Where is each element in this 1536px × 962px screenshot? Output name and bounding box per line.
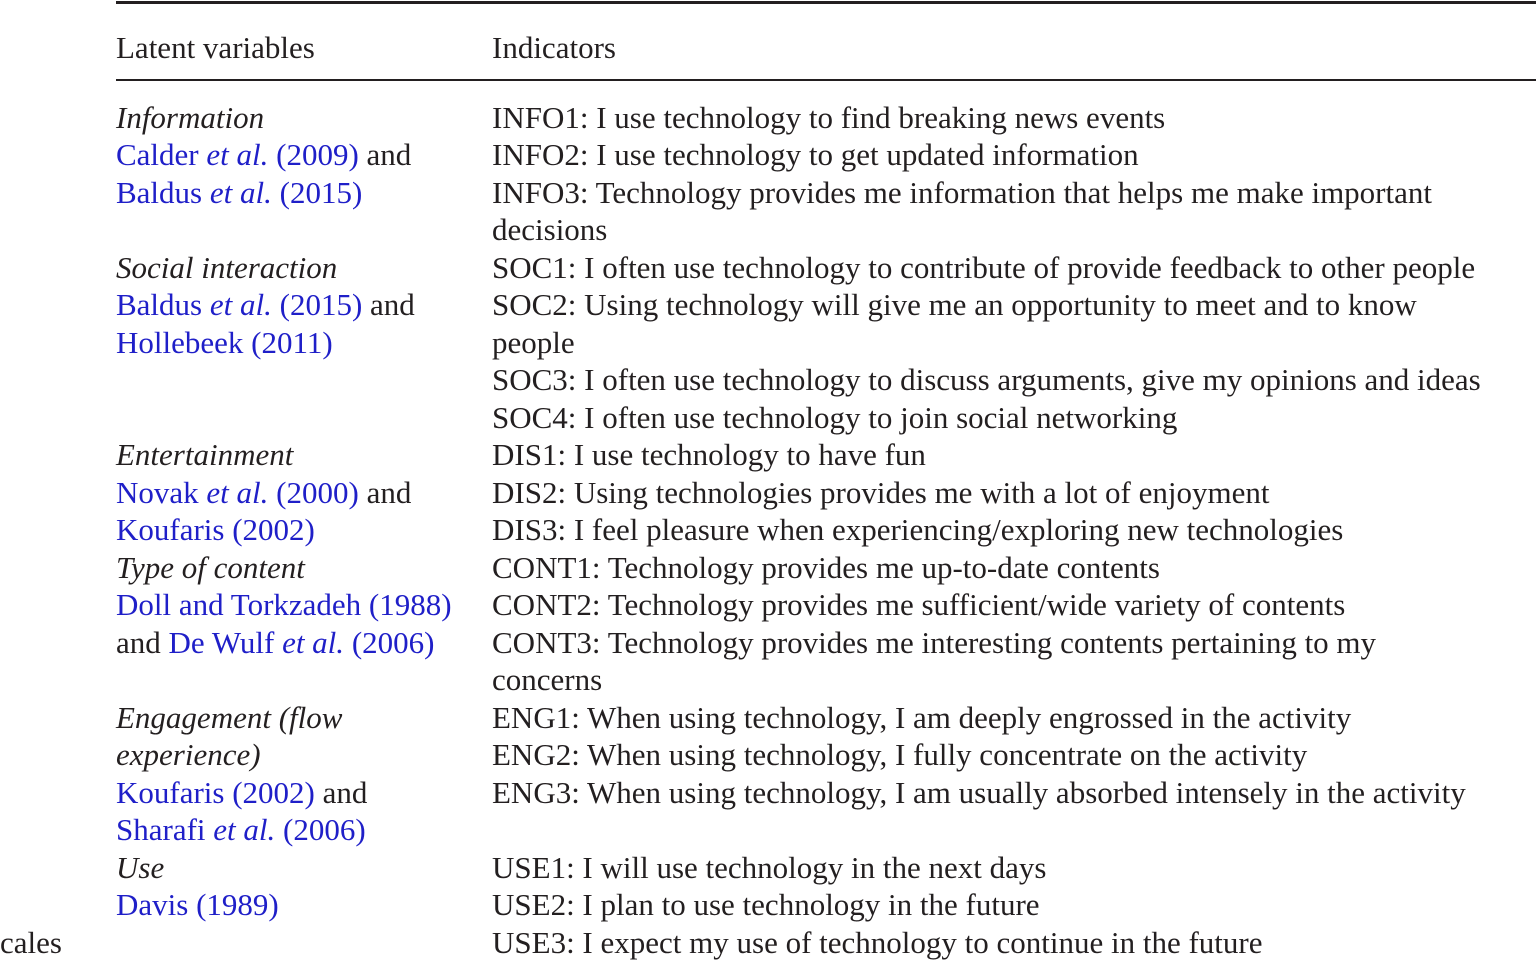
indicator-info3-cont: decisions [492,212,608,247]
indicator-soc1: SOC1: I often use technology to contribute of provide feedback to other people [492,250,1476,285]
indicator-soc2: SOC2: Using technology will give me an opportunity to meet and to know [492,287,1417,322]
citation-link[interactable]: Novak et al. (2000) [116,475,359,510]
citation-link[interactable]: Doll and Torkzadeh (1988) [116,587,452,622]
latent-information: Information [116,100,265,135]
latent-engagement-cont: experience) [116,737,261,772]
header-indicators: Indicators [492,30,616,65]
indicator-cont1: CONT1: Technology provides me up-to-date contents [492,550,1160,585]
indicator-dis3: DIS3: I feel pleasure when experiencing/exploring new technologies [492,512,1344,547]
citation-link[interactable]: Calder et al. (2009) [116,137,359,172]
indicator-info2: INFO2: I use technology to get updated information [492,137,1139,172]
header-latent-variables: Latent variables [116,30,315,65]
ref-line [116,511,315,549]
ref-line [116,886,279,924]
citation-link[interactable]: Koufaris (2002) [116,512,315,547]
indicator-use3: USE3: I expect my use of technology to continue in the future [492,925,1263,960]
ref-line: Baldus et al. (2015) and [116,287,415,322]
indicator-dis1: DIS1: I use technology to have fun [492,437,926,472]
latent-engagement: Engagement (flow [116,700,343,735]
indicator-use2: USE2: I plan to use technology in the future [492,887,1040,922]
citation-link[interactable]: Sharafi et al. (2006) [116,812,366,847]
ref-line [116,324,333,362]
indicator-info3: INFO3: Technology provides me information that helps me make important [492,175,1432,210]
indicator-dis2: DIS2: Using technologies provides me with a lot of enjoyment [492,475,1270,510]
indicator-soc3: SOC3: I often use technology to discuss arguments, give my opinions and ideas [492,362,1481,397]
indicator-soc4: SOC4: I often use technology to join social networking [492,400,1178,435]
latent-use: Use [116,850,165,885]
ref-line: Koufaris (2002) and [116,775,368,810]
citation-link[interactable]: Koufaris (2002) [116,775,315,810]
ref-line: Novak et al. (2000) and [116,475,412,510]
latent-social-interaction: Social interaction [116,250,338,285]
indicator-eng2: ENG2: When using technology, I fully concentrate on the activity [492,737,1308,772]
indicator-soc2-cont: people [492,325,575,360]
indicator-cont3: CONT3: Technology provides me interesting contents pertaining to my [492,625,1377,660]
citation-link[interactable]: Hollebeek (2011) [116,325,333,360]
indicator-info1: INFO1: I use technology to find breaking news events [492,100,1166,135]
citation-link[interactable]: Baldus et al. (2015) [116,287,363,322]
latent-type-of-content: Type of content [116,550,305,585]
latent-entertainment: Entertainment [116,437,294,472]
header-rule [116,79,1536,81]
ref-line [116,811,366,849]
margin-note: cales [0,925,62,960]
citation-link[interactable]: De Wulf et al. (2006) [168,625,435,660]
citation-link[interactable]: Baldus et al. (2015) [116,175,363,210]
citation-link[interactable]: Davis (1989) [116,887,279,922]
indicator-cont3-cont: concerns [492,662,603,697]
top-rule [116,1,1536,4]
indicator-eng3: ENG3: When using technology, I am usually absorbed intensely in the activity [492,775,1466,810]
indicator-cont2: CONT2: Technology provides me sufficient/wide variety of contents [492,587,1346,622]
indicator-use1: USE1: I will use technology in the next days [492,850,1047,885]
indicator-eng1: ENG1: When using technology, I am deeply engrossed in the activity [492,700,1352,735]
ref-line: and De Wulf et al. (2006) [116,625,435,660]
ref-line [116,586,452,624]
ref-line: Calder et al. (2009) and [116,137,412,172]
ref-line [116,174,362,212]
